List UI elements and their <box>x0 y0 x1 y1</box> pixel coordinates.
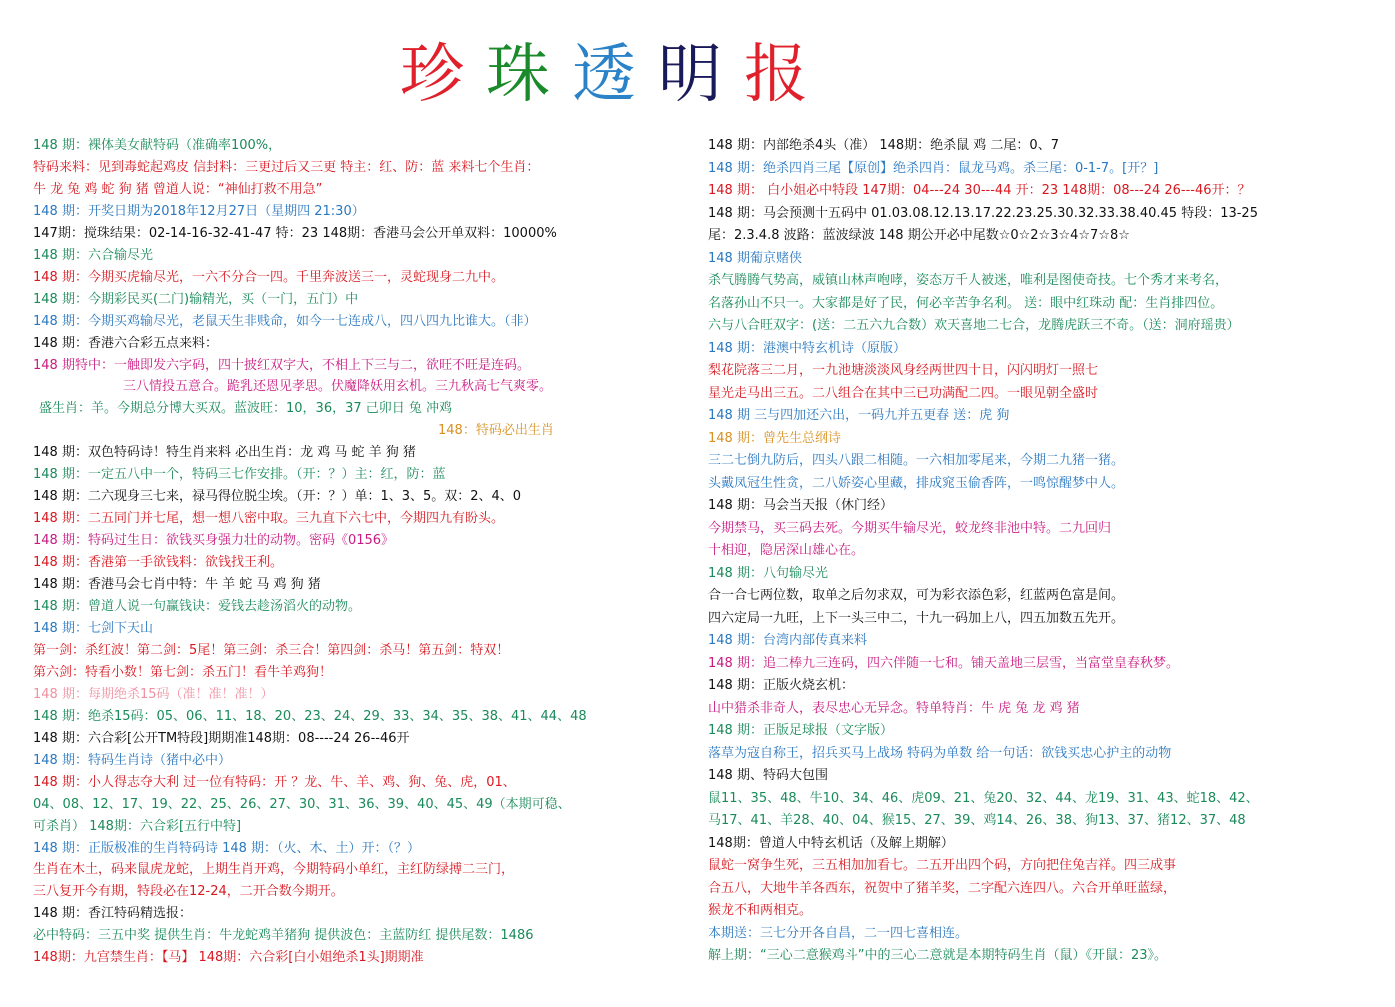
text-line: 杀气腾腾气势高，威镇山林声咆哮，姿态万千人被迷，唯利是图使奇技。七个秀才来考名， <box>708 273 1229 288</box>
text-line: 148 期：今期买虎输尽光，一六不分合一四。千里奔波送三一，灵蛇现身二九中。 <box>33 269 504 285</box>
text-line: 三八情投五意合。跪乳还恩见孝思。伏魔降妖用玄机。三九秋高七气爽零。 <box>123 379 553 395</box>
text-line: 特码来料：见到毒蛇起鸡皮 信封料：三更过后又三更 特主：红、防：蓝 来料七个生肖： <box>33 159 540 175</box>
text-line: 生肖在木土，码来鼠虎龙蛇，上期生肖开鸡，今期特码小单红，主红防绿搏二三门， <box>33 862 515 878</box>
text-line: 148 期特中：一触即发六字码，四十披红双字大，不相上下三与二，欲旺不旺是连码。 <box>33 357 530 373</box>
text-line: 148 期：裸体美女献特码（准确率100%， <box>33 138 282 153</box>
text-line: 148 期：小人得志夺大利 过一位有特码：开 ？龙、牛、羊、鸡、狗、兔、虎，01、 <box>33 774 516 790</box>
text-line: 山中猎杀非奇人，表尽忠心无异念。特单特肖：牛 虎 兔 龙 鸡 猪 <box>708 700 1080 716</box>
text-line: 148 期：香港六合彩五点来料： <box>33 335 218 351</box>
text-line: 148 期：马会预测十五码中 01.03.08.12.13.17.22.23.25.30.32.33.38.40.45 特段：13-25 <box>708 205 1258 221</box>
text-line: 148 期：曾道人说一句赢钱诀：爱钱去趁汤滔火的动物。 <box>33 599 361 615</box>
text-line: 148 期：正版足球报（文字版） <box>708 723 893 738</box>
text-line: 今期禁马，买三码去死。今期买牛输尽光，蛟龙终非池中特。二九回归 <box>708 520 1112 536</box>
text-line: 148 期：马会当天报（休门经） <box>708 498 893 513</box>
text-line: 148 期：六合输尽光 <box>33 247 153 263</box>
text-line: 148 期：六合彩[公开TM特段]期期准148期：08----24 26--46开 <box>33 730 410 746</box>
text-line: 解上期：“三心二意猴鸡斗”中的三心二意就是本期特码生肖（鼠）《开鼠：23》。 <box>708 948 1168 963</box>
text-line: 合五八，大地牛羊各西东，祝贺中了猪羊奖，二字配六连四八。六合开单旺蓝绿， <box>708 880 1177 896</box>
text-line: 148 期：香江特码精选报： <box>33 906 192 922</box>
left-column <box>33 135 673 969</box>
text-line: 鼠蛇一窝争生死，三五相加加看七。二五开出四个码，方向把住兔吉祥。四三成事 <box>708 858 1177 873</box>
text-line: 148 期：港澳中特玄机诗（原版） <box>708 340 906 356</box>
text-line: 148 期：二五同门并七尾，想一想八密中取。三九直下六七中，今期四九有盼头。 <box>33 511 504 527</box>
text-line: 落草为寇自称王，招兵买马上战场 特码为单数 给一句话：欲钱买忠心护主的动物 <box>708 745 1172 761</box>
text-line: 148 期：香港第一手欲钱料：欲钱找王利。 <box>33 555 283 571</box>
text-line: 必中特码：三五中奖 提供生肖：牛龙蛇鸡羊猪狗 提供波色：主蓝防红 提供尾数：1486 <box>33 928 534 944</box>
text-line: 三二七倒九防后，四头八跟二相随。一六相加零尾来，今期二九猪一猪。 <box>708 453 1125 468</box>
text-line: 148 期：正版极准的生肖特码诗 148 期：（火、木、土）开：（？） <box>33 840 421 856</box>
text-line: 四六定局一九旺，上下一头三中二，十九一码加上八，四五加数五先开。 <box>708 610 1125 626</box>
title-char: 明 <box>658 38 722 112</box>
text-line: 第一剑：杀红波！第二剑：5尾！第三剑：杀三合！第四剑：杀马！第五剑：特双！ <box>33 642 510 658</box>
text-line: 148期：曾道人中特玄机话（及解上期解） <box>708 835 954 851</box>
page-title <box>400 35 830 115</box>
text-line: 可杀肖） 148期：六合彩[五行中特] <box>33 818 242 834</box>
text-line: 148 期、特码大包围 <box>708 768 828 783</box>
text-line: 尾：2.3.4.8 波路：蓝波绿波 148 期公开必中尾数☆0☆2☆3☆4☆7☆8☆ <box>708 228 1130 243</box>
text-line: 148 期：双色特码诗！特生肖来料 必出生肖：龙 鸡 马 蛇 羊 狗 猪 <box>33 445 416 461</box>
text-line: 牛 龙 兔 鸡 蛇 狗 猪 曾道人说：“神仙打救不用急” <box>33 181 323 197</box>
text-line: 148 期：绝杀15码：05、06、11、18、20、23、24、29、33、34、35、38、41、44、48 <box>33 708 587 724</box>
text-line: 148 期：开奖日期为2018年12月27日（星期四 21:30） <box>33 203 365 219</box>
text-line: 盛生肖：羊。今期总分博大买双。蓝波旺：10，36，37 己卯日 兔 冲鸡 <box>39 401 453 417</box>
text-line: 148 期：内部绝杀4头（准） 148期：绝杀鼠 鸡 二尾：0、7 <box>708 138 1059 153</box>
text-line: 148 期：曾先生总纲诗 <box>708 430 841 446</box>
title-char: 报 <box>744 38 808 112</box>
text-line: 148 期：特码生肖诗（猪中必中） <box>33 752 231 768</box>
text-line: 猴龙不和两相克。 <box>708 903 813 918</box>
text-line: 第六剑：特看小数！第七剑：杀五门！看牛羊鸡狗！ <box>33 664 333 680</box>
text-line: 三八复开今有期，特段必在12-24，二开合数今期开。 <box>33 884 344 900</box>
text-line: 148 期：二六现身三七来，禄马得位脱尘埃。（开：？）单：1、3、5。双：2、4、0 <box>33 489 522 505</box>
text-line: 148 期：每期绝杀15码（准！准！准！） <box>33 686 274 702</box>
text-line: 148 期：台湾内部传真来料 <box>708 633 867 648</box>
text-line: 148：特码必出生肖 <box>438 423 554 439</box>
text-line: 名落孙山不只一。大家都是好了民，何必辛苦争名利。 送：眼中红珠动 配：生肖排四位。 <box>708 295 1224 311</box>
text-line: 148 期葡京赌侠 <box>708 250 802 266</box>
text-line: 148 期：正版火烧玄机： <box>708 678 854 693</box>
text-line: 148 期 三与四加还六出，一码九并五更春 送：虎 狗 <box>708 408 1010 423</box>
title-char: 珠 <box>486 38 550 112</box>
text-line: 147期：搅珠结果：02-14-16-32-41-47 特：23 148期：香港马会公开单双料：10000% <box>33 225 557 241</box>
text-line: 148 期： 白小姐必中特段 147期：04---24 30---44 开：23 148期：08---24 26---46开：？ <box>708 183 1251 198</box>
text-line: 148 期：追二棒九三连码，四六伴随一七和。铺天盖地三层雪，当富堂皇春秋梦。 <box>708 655 1179 671</box>
text-line: 148 期：八句输尽光 <box>708 565 828 581</box>
text-line: 148 期：七剑下天山 <box>33 620 153 636</box>
text-line: 马17、41、羊28、40、04、猴15、27、39、鸡14、26、38、狗13、37、猪12、37、48 <box>708 813 1246 828</box>
text-line: 本期送：三七分开各自昌，二一四七喜相连。 <box>708 925 969 941</box>
text-line: 鼠11、35、48、牛10、34、46、虎09、21、兔20、32、44、龙19、31、43、蛇18、42、 <box>708 790 1259 806</box>
text-line: 星光走马出三五。二八组合在其中三已功满配二四。一眼见朝全盛时 <box>708 385 1099 401</box>
text-line: 148期：九宫禁生肖：【马】 148期：六合彩[白小姐绝杀1头]期期准 <box>33 950 424 966</box>
text-line: 148 期：今期彩民买(二门)输精光，买（一门，五门）中 <box>33 291 359 307</box>
text-line: 梨花院落三二月，一九池塘淡淡风身经两世四十日，闪闪明灯一照七 <box>708 363 1099 378</box>
text-line: 合一合七两位数，取单之后勿求双，可为彩衣添色彩，红蓝两色富是间。 <box>708 588 1125 603</box>
text-line: 头戴凤冠生性贪，二八娇姿心里藏，排成窕玉偷香阵，一鸣惊醒梦中人。 <box>708 475 1125 491</box>
text-line: 148 期：今期买鸡输尽光，老鼠天生非贱命，如今一七连成八，四八四九比谁大。（非） <box>33 313 537 329</box>
text-line: 148 期：香港马会七肖中特：牛 羊 蛇 马 鸡 狗 猪 <box>33 577 321 593</box>
title-char: 透 <box>572 38 636 112</box>
text-line: 148 期：一定五八中一个，特码三七作安排。（开：？）主：红，防：蓝 <box>33 467 446 483</box>
title-char: 珍 <box>400 38 464 112</box>
text-line: 148 期：特码过生日：欲钱买身强力壮的动物。密码《0156》 <box>33 533 395 549</box>
text-line: 04、08、12、17、19、22、25、26、27、30、31、36、39、40、45、49（本期可稳、 <box>33 796 571 812</box>
text-line: 148 期：绝杀四肖三尾【原创】绝杀四肖：鼠龙马鸡。杀三尾：0-1-7。[开？] <box>708 160 1159 176</box>
text-line: 六与八合旺双字：(送：二五六九合数）欢天喜地二七合，龙腾虎跃三不奇。（送：洞府瑶贵） <box>708 318 1240 333</box>
text-line: 十相迎，隐居深山雄心在。 <box>708 543 865 558</box>
right-column <box>708 135 1373 968</box>
